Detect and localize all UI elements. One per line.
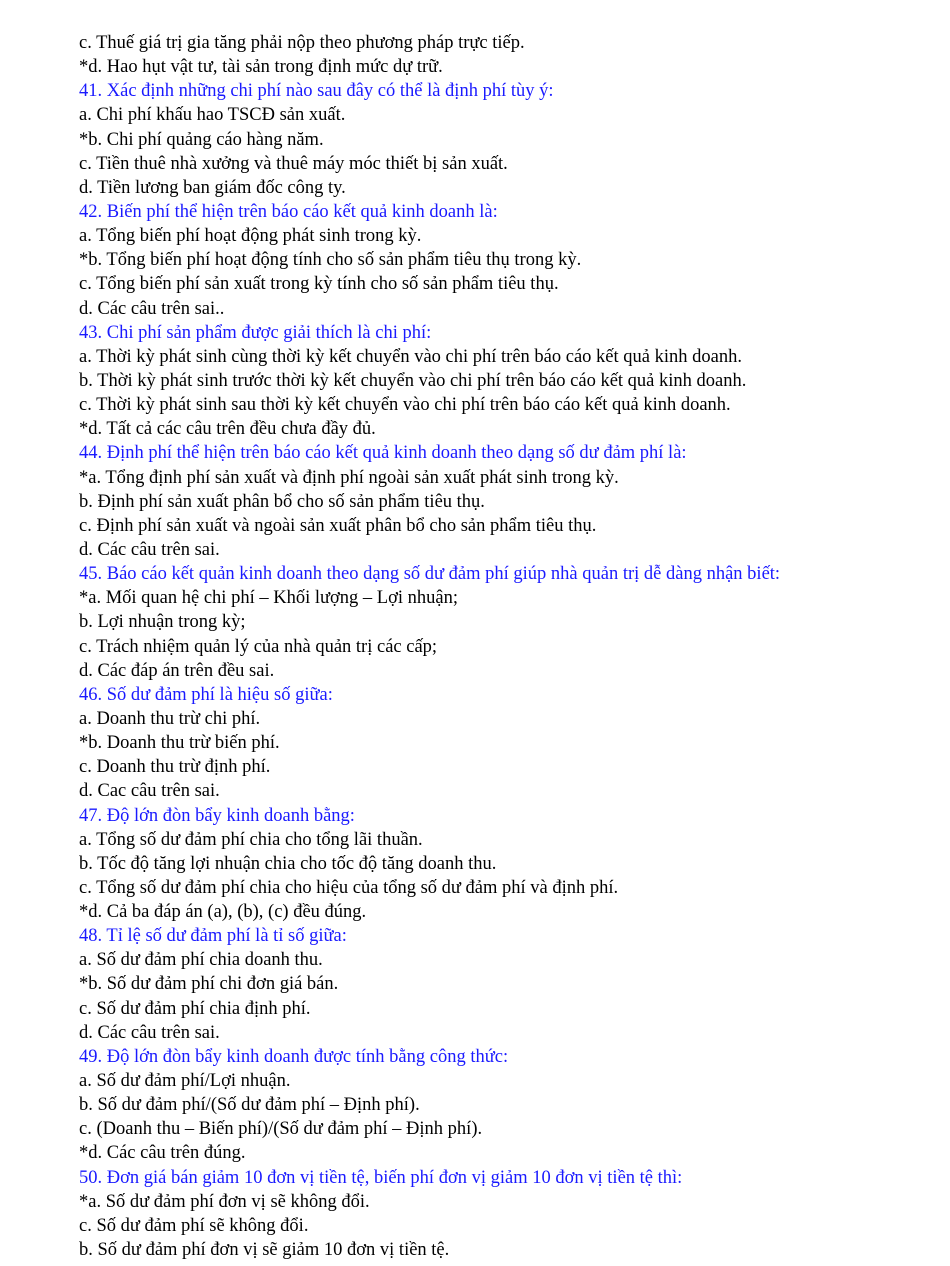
answer-option: b. Lợi nhuận trong kỳ; xyxy=(79,612,246,633)
answer-option: d. Các câu trên sai. xyxy=(79,539,220,560)
answer-option: *d. Các câu trên đúng. xyxy=(79,1143,246,1164)
answer-option: a. Tổng số dư đảm phí chia cho tổng lãi thuần. xyxy=(79,829,423,850)
answer-option: c. Định phí sản xuất và ngoài sản xuất phân bổ cho sản phẩm tiêu thụ. xyxy=(79,515,597,536)
answer-option: b. Thời kỳ phát sinh trước thời kỳ kết chuyển vào chi phí trên báo cáo kết quả kinh doanh. xyxy=(79,370,747,391)
answer-option: c. Tiền thuê nhà xưởng và thuê máy móc thiết bị sản xuất. xyxy=(79,153,508,174)
answer-option: *b. Doanh thu trừ biến phí. xyxy=(79,733,280,754)
answer-option: b. Định phí sản xuất phân bổ cho số sản phẩm tiêu thụ. xyxy=(79,491,485,512)
answer-option: c. Số dư đảm phí chia định phí. xyxy=(79,998,311,1019)
answer-option: c. Doanh thu trừ định phí. xyxy=(79,757,271,778)
answer-option: *b. Tổng biến phí hoạt động tính cho số sản phẩm tiêu thụ trong kỳ. xyxy=(79,250,582,271)
answer-option: d. Các câu trên sai. xyxy=(79,1022,220,1043)
question-heading: 47. Độ lớn đòn bẩy kinh doanh bằng: xyxy=(79,805,355,826)
answer-option: d. Các đáp án trên đều sai. xyxy=(79,660,275,681)
answer-option: c. (Doanh thu – Biến phí)/(Số dư đảm phí – Định phí). xyxy=(79,1119,483,1140)
answer-option: d. Tiền lương ban giám đốc công ty. xyxy=(79,177,346,198)
answer-option: c. Tổng biến phí sản xuất trong kỳ tính cho số sản phẩm tiêu thụ. xyxy=(79,274,559,295)
answer-option: d. Các câu trên sai.. xyxy=(79,298,225,319)
answer-option: *d. Tất cả các câu trên đều chưa đầy đủ. xyxy=(79,419,376,440)
question-heading: 48. Tỉ lệ số dư đảm phí là tỉ số giữa: xyxy=(79,926,347,947)
answer-option: b. Tốc độ tăng lợi nhuận chia cho tốc độ tăng doanh thu. xyxy=(79,853,497,874)
answer-option: a. Tổng biến phí hoạt động phát sinh trong kỳ. xyxy=(79,226,422,247)
answer-option: b. Số dư đảm phí/(Số dư đảm phí – Định phí). xyxy=(79,1095,420,1116)
answer-option: *d. Cả ba đáp án (a), (b), (c) đều đúng. xyxy=(79,902,367,923)
answer-option: c. Thuế giá trị gia tăng phải nộp theo phương pháp trực tiếp. xyxy=(79,33,525,53)
answer-option: *a. Mối quan hệ chi phí – Khối lượng – Lợi nhuận; xyxy=(79,588,458,609)
answer-option: *a. Tổng định phí sản xuất và định phí ngoài sản xuất phát sinh trong kỳ. xyxy=(79,467,619,488)
question-heading: 42. Biến phí thể hiện trên báo cáo kết quả kinh doanh là: xyxy=(79,201,498,222)
answer-option: c. Trách nhiệm quản lý của nhà quản trị các cấp; xyxy=(79,636,438,657)
question-heading: 43. Chi phí sản phẩm được giải thích là chi phí: xyxy=(79,322,432,343)
answer-option: a. Số dư đảm phí chia doanh thu. xyxy=(79,950,323,971)
question-heading: 44. Định phí thể hiện trên báo cáo kết quả kinh doanh theo dạng số dư đảm phí là: xyxy=(79,443,687,464)
document-body xyxy=(79,31,939,1262)
question-heading: 41. Xác định những chi phí nào sau đây có thể là định phí tùy ý: xyxy=(79,81,554,102)
answer-option: b. Số dư đảm phí đơn vị sẽ giảm 10 đơn vị tiền tệ. xyxy=(79,1240,450,1261)
question-heading: 50. Đơn giá bán giảm 10 đơn vị tiền tệ, biến phí đơn vị giảm 10 đơn vị tiền tệ thì: xyxy=(79,1167,683,1188)
question-heading: 45. Báo cáo kết quản kinh doanh theo dạng số dư đảm phí giúp nhà quản trị dễ dàng nhận biết: xyxy=(79,564,781,585)
answer-option: *b. Số dư đảm phí chi đơn giá bán. xyxy=(79,974,339,995)
answer-option: *a. Số dư đảm phí đơn vị sẽ không đổi. xyxy=(79,1191,370,1212)
answer-option: c. Tổng số dư đảm phí chia cho hiệu của tổng số dư đảm phí và định phí. xyxy=(79,877,619,898)
question-heading: 46. Số dư đảm phí là hiệu số giữa: xyxy=(79,684,333,705)
answer-option: c. Thời kỳ phát sinh sau thời kỳ kết chuyển vào chi phí trên báo cáo kết quả kinh doanh. xyxy=(79,395,731,416)
answer-option: *b. Chi phí quảng cáo hàng năm. xyxy=(79,129,324,150)
answer-option: c. Số dư đảm phí sẽ không đổi. xyxy=(79,1215,309,1236)
answer-option: a. Chi phí khấu hao TSCĐ sản xuất. xyxy=(79,105,346,126)
answer-option: a. Thời kỳ phát sinh cùng thời kỳ kết chuyển vào chi phí trên báo cáo kết quả kinh doanh. xyxy=(79,346,742,367)
answer-option: a. Số dư đảm phí/Lợi nhuận. xyxy=(79,1071,291,1092)
answer-option: d. Cac câu trên sai. xyxy=(79,781,220,802)
answer-option: *d. Hao hụt vật tư, tài sản trong định mức dự trữ. xyxy=(79,57,443,78)
question-heading: 49. Độ lớn đòn bẩy kinh doanh được tính bằng công thức: xyxy=(79,1046,509,1067)
answer-option: a. Doanh thu trừ chi phí. xyxy=(79,708,261,729)
